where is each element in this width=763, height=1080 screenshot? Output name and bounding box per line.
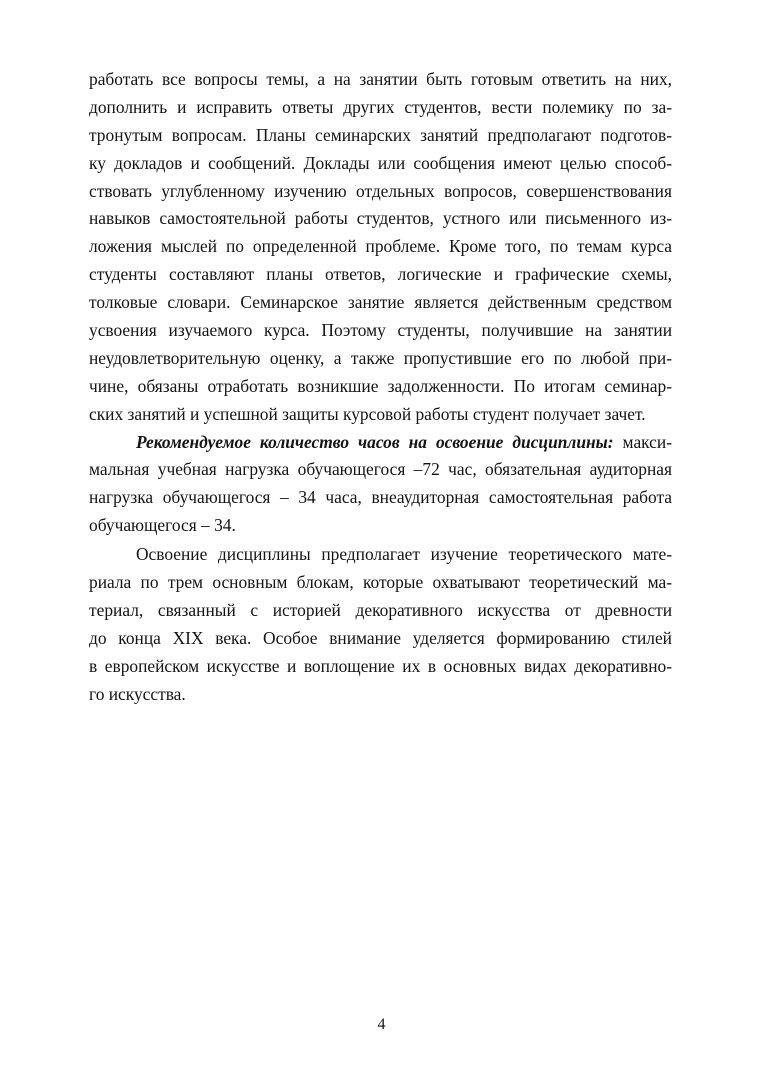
text-line: обучающегося – 34. xyxy=(89,515,236,536)
text-line: усвоения изучаемого курса. Поэтому студенты, получившие на занятии xyxy=(89,320,672,341)
text-line: мальная учебная нагрузка обучающегося –72 час, обязательная аудиторная xyxy=(89,459,672,480)
text-line: студенты составляют планы ответов, логические и графические схемы, xyxy=(89,264,672,285)
page-number: 4 xyxy=(377,1016,386,1033)
paragraph-course-content xyxy=(89,541,672,708)
paragraph-recommended-hours xyxy=(89,429,672,541)
text-line: ских занятий и успешной защиты курсовой работы студент получает зачет. xyxy=(89,403,646,424)
text-line xyxy=(89,429,672,457)
text-line: териал, связанный с историей декоративного искусства от древности xyxy=(89,599,672,620)
recommended-hours-heading: Рекомендуемое количество часов на освоение дисциплины: xyxy=(136,431,614,452)
text-line: до конца XIX века. Особое внимание уделяется формированию стилей xyxy=(89,627,672,648)
text-line: Освоение дисциплины предполагает изучение теоретического мате- xyxy=(136,544,672,565)
text-line: ствовать углубленному изучению отдельных вопросов, совершенствования xyxy=(89,180,672,201)
text-line: толковые словари. Семинарское занятие является действенным средством xyxy=(89,292,672,313)
text-line: риала по трем основным блокам, которые охватывают теоретический ма- xyxy=(89,572,672,593)
text-line: неудовлетворительную оценку, а также пропустившие его по любой при- xyxy=(89,347,672,368)
text-line: чине, обязаны отработать возникшие задолженности. По итогам семинар- xyxy=(89,375,672,396)
text-fragment: макси- xyxy=(613,431,672,452)
text-line: дополнить и исправить ответы других студентов, вести полемику по за- xyxy=(89,96,672,117)
paragraph-seminar-description xyxy=(89,66,672,429)
text-line: работать все вопросы темы, а на занятии быть готовым ответить на них, xyxy=(89,69,672,89)
text-line: в европейском искусстве и воплощение их в основных видах декоративно- xyxy=(89,655,672,676)
text-line: ложения мыслей по определенной проблеме. Кроме того, по темам курса xyxy=(89,236,672,257)
text-line: го искусства. xyxy=(89,683,186,704)
text-line: ку докладов и сообщений. Доклады или сообщения имеют целью способ- xyxy=(89,152,672,173)
text-line: нагрузка обучающегося – 34 часа, внеаудиторная самостоятельная работа xyxy=(89,487,672,508)
text-line: тронутым вопросам. Планы семинарских занятий предполагают подготов- xyxy=(89,124,672,145)
text-line: навыков самостоятельной работы студентов, устного или письменного из- xyxy=(89,208,672,229)
body-text xyxy=(89,66,672,708)
